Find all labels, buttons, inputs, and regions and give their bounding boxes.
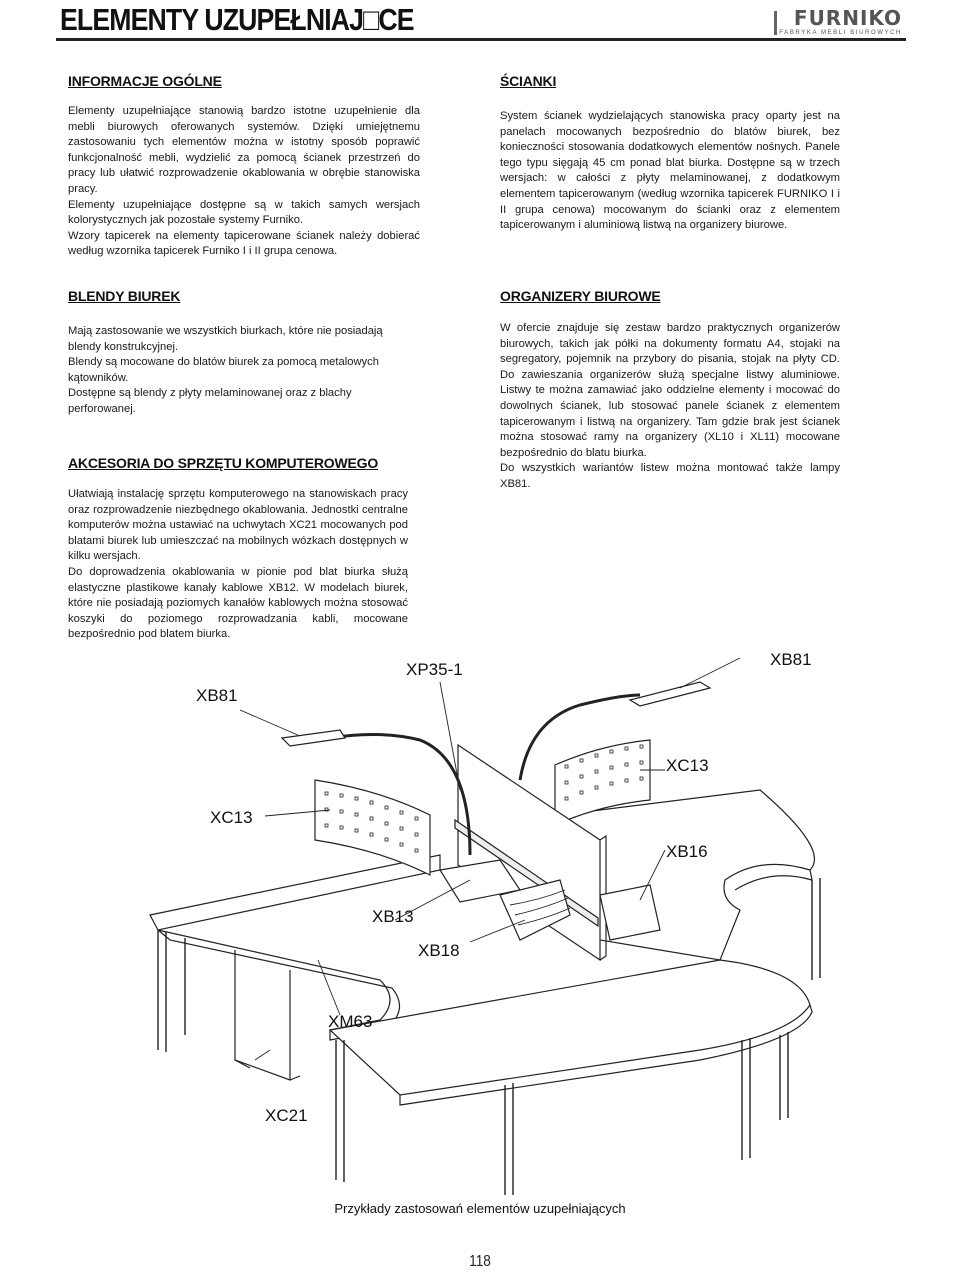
section-heading: BLENDY BIUREK bbox=[68, 288, 181, 304]
label-xb81-right: XB81 bbox=[770, 650, 812, 669]
logo-name: FURNIKO bbox=[793, 6, 902, 30]
cpu-holder bbox=[235, 950, 300, 1080]
desk-layout-illustration bbox=[0, 640, 960, 1195]
paragraph: W ofercie znajduje się zestaw bardzo praktycznych organizerów biurowych, takich jak półki na dokumenty formatu A4, stojaki na segregatory, pojemnik na przybory do pisania, stojak na płyty CD. Do zawieszania organizerów służą specjalne listwy aluminiowe. Listwy te można zamawiać jako oddzielne elementy i mocować do dowolnych ścianek, lub stosować panele ścianek z elementem tapicerowanym i listwą na organizery. Tam gdzie brak jest ścianek można stosować ramy na organizery (XL10 i XL11) mocowane bezpośrednio do blatu biurka. bbox=[500, 322, 840, 459]
label-xc21: XC21 bbox=[265, 1106, 308, 1125]
section-akcesoria bbox=[68, 455, 408, 643]
section-body bbox=[68, 324, 408, 418]
right-desk-edge bbox=[735, 870, 812, 890]
perforated-panel-left bbox=[315, 780, 430, 875]
paragraph: Elementy uzupełniające stanowią bardzo istotne uzupełnienie dla mebli biurowych oferowanych systemów. Dzięki umiejętnemu zastosowaniu tych elementów można w istotny sposób poprawić funkcjonalność mebli, wydzielić za pomocą ścianek przestrzeń do pracy lub ułatwić rozprowadzenie okablowania w obrębie stanowiska pracy. bbox=[68, 105, 420, 195]
section-informacje bbox=[68, 73, 420, 260]
paragraph: Dostępne są blendy z płyty melaminowanej oraz z blachy perforowanej. bbox=[68, 387, 352, 415]
section-heading: ŚCIANKI bbox=[500, 73, 557, 89]
section-body bbox=[500, 321, 840, 493]
section-heading: ORGANIZERY BIUROWE bbox=[500, 288, 661, 304]
section-organizery bbox=[500, 288, 840, 493]
section-body bbox=[68, 104, 420, 260]
page-number: 118 bbox=[469, 1253, 491, 1270]
section-blendy bbox=[68, 288, 408, 418]
figure-caption: Przykłady zastosowań elementów uzupełniających bbox=[334, 1201, 626, 1216]
lamp-head-right bbox=[630, 682, 710, 706]
label-xp35: XP35-1 bbox=[406, 660, 463, 679]
label-xb18: XB18 bbox=[418, 941, 460, 960]
section-body bbox=[500, 109, 840, 234]
label-xb81-left: XB81 bbox=[196, 686, 238, 705]
logo-subtitle: FABRYKA MEBLI BIUROWYCH bbox=[779, 30, 902, 36]
paragraph: Wzory tapicerek na elementy tapicerowane ścianek należy dobierać według wzornika tapicerek Furniko I i II grupa cenowa. bbox=[68, 229, 420, 258]
logo-divider bbox=[774, 11, 777, 35]
paragraph: Do doprowadzenia okablowania w pionie pod blat biurka służą elastyczne plastikowe kanały kablowe XB12. W modelach biurek, które nie posiadają poziomych kanałów kablowych można stosować koszyki do poziomego rozprowadzania kabli, mocowane bezpośrednio pod blatem biurka. bbox=[68, 565, 408, 641]
paragraph: Do wszystkich wariantów listew można montować także lampy XB81. bbox=[500, 462, 840, 490]
paragraph: Mają zastosowanie we wszystkich biurkach, które nie posiadają blendy konstrukcyjnej. bbox=[68, 325, 383, 353]
paragraph: Ułatwiają instalację sprzętu komputerowego na stanowiskach pracy oraz rozprowadzenie niezbędnego okablowania. Jednostki centralne komputerów można ustawiać na uchwytach XC21 mocowanych pod blatami biurek lub umieszczać na mobilnych wózkach dostępnych w kilku wersjach. bbox=[68, 488, 408, 563]
section-body bbox=[68, 487, 408, 643]
label-xc13-left: XC13 bbox=[210, 808, 253, 827]
label-xb16: XB16 bbox=[666, 842, 708, 861]
bottom-desk-top bbox=[330, 960, 810, 1095]
label-xc13-right: XC13 bbox=[666, 756, 709, 775]
section-scianki bbox=[500, 73, 840, 234]
page-title: ELEMENTY UZUPEŁNIAJ□CE bbox=[60, 2, 414, 37]
paragraph: System ścianek wydzielających stanowiska pracy oparty jest na panelach mocowanych bezpośrednio do blatów biurek, bez konieczności stosowania dodatkowych elementów nośnych. Panele tego typu sięgają 45 cm ponad blat biurka. Dostępne są w trzech wersjach: w całości z płyty melaminowanej, z dodatkowym elementem tapicerowanym (według wzornika tapicerek FURNIKO I i II grupa cenowa) mocowanym do ścianki oraz z elementem tapicerowanym i aluminiową listwą na organizery biurowe. bbox=[500, 110, 840, 232]
furniko-logo bbox=[780, 6, 902, 36]
label-xm63: XM63 bbox=[328, 1012, 373, 1031]
section-heading: INFORMACJE OGÓLNE bbox=[68, 73, 222, 89]
section-heading: AKCESORIA DO SPRZĘTU KOMPUTEROWEGO bbox=[68, 455, 379, 471]
organizer-box-right bbox=[600, 885, 660, 940]
paragraph: Blendy są mocowane do blatów biurek za pomocą metalowych kątowników. bbox=[68, 356, 379, 384]
label-xb13: XB13 bbox=[372, 907, 414, 926]
paragraph: Elementy uzupełniające dostępne są w takich samych wersjach kolorystycznych jak pozostałe systemy Furniko. bbox=[68, 198, 420, 227]
